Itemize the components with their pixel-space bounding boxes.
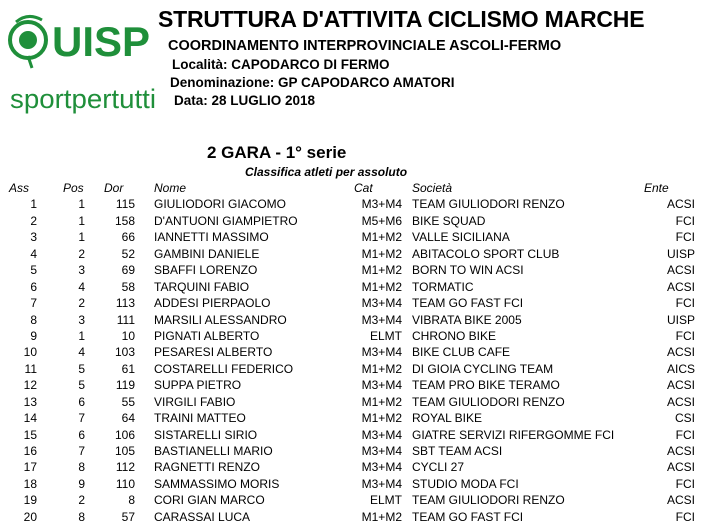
cell-nome: PIGNATI ALBERTO [154,328,260,343]
cell-pos: 3 [78,263,85,278]
cell-cat: M1+M2 [361,246,402,261]
cell-cat: M3+M4 [361,476,402,491]
table-row [0,328,723,344]
cell-ass: 17 [23,460,37,475]
cell-pos: 1 [78,230,85,245]
logo-tagline: sportpertutti [10,84,156,114]
table-row [0,295,723,311]
cell-pos: 2 [78,296,85,311]
cell-ass: 11 [24,361,37,376]
race-subtitle: Classifica atleti per assoluto [245,165,408,179]
cell-societa: STUDIO MODA FCI [412,476,519,491]
meta-denominazione: Denominazione: GP CAPODARCO AMATORI [170,75,455,90]
cell-cat: M1+M2 [361,263,402,278]
cell-pos: 7 [78,444,85,458]
cell-pos: 1 [78,197,85,212]
cell-societa: TEAM GO FAST FCI [412,296,524,311]
cell-ass: 15 [23,427,37,442]
cell-dor: 57 [121,509,135,524]
logo-word: UISP [52,18,151,65]
table-row [0,312,723,328]
table-row [0,279,723,295]
cell-dor: 105 [114,444,135,458]
cell-nome: VIRGILI FABIO [154,394,236,409]
cell-nome: COSTARELLI FEDERICO [154,361,294,376]
cell-societa: SBT TEAM ACSI [412,444,503,458]
cell-pos: 5 [78,361,85,376]
table-header-row [0,180,723,196]
cell-cat: M3+M4 [361,312,402,327]
cell-ass: 4 [30,246,37,261]
cell-ente: ACSI [666,263,695,278]
uisp-logo [8,8,158,114]
cyclist-icon [8,8,158,114]
cell-dor: 52 [121,246,135,261]
table-row [0,361,723,377]
cell-societa: TEAM GIULIODORI RENZO [412,197,565,212]
cell-cat: ELMT [369,328,402,343]
cell-pos: 4 [78,279,85,294]
cell-societa: BIKE CLUB CAFE [412,345,511,360]
cell-pos: 2 [78,493,85,508]
table-row [0,262,723,278]
cell-nome: CARASSAI LUCA [154,509,251,524]
cell-dor: 158 [114,213,135,228]
org-title: STRUTTURA D'ATTIVITA CICLISMO MARCHE [158,6,645,32]
cell-pos: 6 [78,394,85,409]
cell-dor: 55 [121,394,135,409]
cell-ass: 6 [30,279,37,294]
cell-ass: 18 [23,476,37,491]
cell-cat: M3+M4 [361,378,402,393]
cell-dor: 64 [121,411,135,426]
cell-nome: RAGNETTI RENZO [154,460,261,475]
cell-pos: 6 [78,427,85,442]
cell-societa: TEAM GIULIODORI RENZO [412,493,565,508]
cell-nome: GAMBINI DANIELE [154,246,260,261]
cell-dor: 112 [115,460,135,475]
table-row [0,229,723,245]
col-header-societa: Società [412,181,453,195]
cell-dor: 69 [121,263,135,278]
cell-ass: 3 [30,230,37,245]
cell-cat: M3+M4 [361,444,402,458]
cell-nome: ADDESI PIERPAOLO [154,296,271,311]
results-table [0,180,723,525]
cell-dor: 113 [115,296,135,311]
cell-ente: ACSI [666,460,695,475]
cell-nome: TRAINI MATTEO [154,411,246,426]
cell-nome: BASTIANELLI MARIO [154,444,273,458]
col-header-nome: Nome [154,181,187,195]
cell-nome: GIULIODORI GIACOMO [154,197,287,212]
cell-ente: ACSI [666,345,695,360]
cell-dor: 61 [121,361,135,376]
cell-ass: 20 [23,509,37,524]
cell-ass: 9 [30,328,37,343]
cell-cat: M3+M4 [361,460,402,475]
cell-ente: FCI [675,427,695,442]
cell-nome: SUPPA PIETRO [154,378,242,393]
table-row [0,196,723,212]
cell-societa: DI GIOIA CYCLING TEAM [412,361,554,376]
cell-cat: M3+M4 [361,345,402,360]
cell-ente: ACSI [666,378,695,393]
cell-dor: 106 [114,427,135,442]
cell-societa: GIATRE SERVIZI RIFERGOMME FCI [412,427,615,442]
cell-ass: 14 [23,411,37,426]
cell-ass: 10 [23,345,37,360]
cell-ente: CSI [674,411,695,426]
org-subtitle: COORDINAMENTO INTERPROVINCIALE ASCOLI-FERMO [168,38,562,54]
table-row [0,492,723,508]
cell-ente: FCI [675,476,695,491]
cell-pos: 8 [78,460,85,475]
cell-ass: 7 [30,296,37,311]
cell-ente: UISP [666,312,695,327]
cell-ass: 8 [30,312,37,327]
meta-localita: Località: CAPODARCO DI FERMO [172,57,390,72]
cell-pos: 1 [78,328,85,343]
col-header-pos: Pos [63,181,84,195]
cell-ente: ACSI [666,444,695,458]
cell-nome: SAMMASSIMO MORIS [154,476,280,491]
table-row [0,443,723,459]
cell-nome: SBAFFI LORENZO [154,263,258,278]
cell-cat: M1+M2 [361,279,402,294]
cell-dor: 10 [121,328,135,343]
cell-dor: 58 [121,279,135,294]
cell-ass: 19 [23,493,37,508]
cell-societa: VIBRATA BIKE 2005 [412,312,522,327]
cell-ass: 13 [23,394,37,409]
race-title: 2 GARA - 1° serie [207,143,347,162]
cell-ente: ACSI [666,279,695,294]
cell-pos: 8 [78,509,85,524]
cell-ente: FCI [675,328,695,343]
cell-ente: ACSI [666,394,695,409]
cell-societa: CYCLI 27 [412,460,465,475]
col-header-cat: Cat [354,181,373,195]
cell-societa: ROYAL BIKE [412,411,483,426]
cell-cat: M1+M2 [361,394,402,409]
cell-cat: M5+M6 [361,213,402,228]
cell-cat: M3+M4 [361,427,402,442]
cell-ass: 12 [23,378,37,393]
cell-dor: 119 [115,378,135,393]
cell-nome: MARSILI ALESSANDRO [154,312,287,327]
cell-cat: M3+M4 [361,296,402,311]
cell-ente: FCI [675,509,695,524]
cell-ass: 16 [23,444,37,458]
cell-dor: 111 [116,312,135,327]
cell-ente: UISP [666,246,695,261]
cell-nome: SISTARELLI SIRIO [154,427,258,442]
table-row [0,476,723,492]
cell-cat: M1+M2 [361,361,402,376]
cell-pos: 3 [78,312,85,327]
cell-societa: BIKE SQUAD [412,213,486,228]
col-header-ente: Ente [644,181,669,195]
cell-dor: 8 [128,493,135,508]
cell-ass: 5 [30,263,37,278]
cell-dor: 115 [115,197,135,212]
cell-nome: D'ANTUONI GIAMPIETRO [154,213,298,228]
cell-ente: ACSI [666,197,695,212]
cell-pos: 4 [78,345,85,360]
cell-nome: IANNETTI MASSIMO [154,230,269,245]
cell-dor: 66 [121,230,135,245]
table-row [0,394,723,410]
table-body [0,196,723,525]
cell-ente: FCI [675,296,695,311]
table-row [0,427,723,443]
cell-dor: 110 [115,476,135,491]
cell-cat: M3+M4 [361,197,402,212]
table-row [0,377,723,393]
meta-date: Data: 28 LUGLIO 2018 [174,93,316,108]
table-row [0,410,723,426]
cell-pos: 2 [78,246,85,261]
cell-nome: PESARESI ALBERTO [154,345,273,360]
cell-ente: ACSI [666,493,695,508]
cell-cat: M1+M2 [361,509,402,524]
cell-cat: ELMT [369,493,402,508]
cell-pos: 9 [78,476,85,491]
table-row [0,213,723,229]
cell-societa: TEAM GO FAST FCI [412,509,524,524]
cell-nome: TARQUINI FABIO [154,279,250,294]
cell-societa: TEAM GIULIODORI RENZO [412,394,565,409]
cell-dor: 103 [114,345,135,360]
col-header-ass: Ass [9,181,30,195]
cell-societa: CHRONO BIKE [412,328,497,343]
cell-nome: CORI GIAN MARCO [154,493,265,508]
cell-ass: 1 [30,197,37,212]
table-row [0,246,723,262]
cell-pos: 5 [78,378,85,393]
cell-cat: M1+M2 [361,230,402,245]
cell-pos: 1 [78,213,85,228]
cell-ente: FCI [675,230,695,245]
cell-societa: ABITACOLO SPORT CLUB [412,246,560,261]
cell-cat: M1+M2 [361,411,402,426]
table-row [0,459,723,475]
table-row [0,344,723,360]
col-header-dor: Dor [104,181,124,195]
cell-ente: FCI [675,213,695,228]
cell-societa: BORN TO WIN ACSI [412,263,524,278]
cell-societa: TEAM PRO BIKE TERAMO [412,378,560,393]
table-row [0,509,723,525]
cell-societa: TORMATIC [412,279,474,294]
cell-ente: AICS [666,361,695,376]
cell-pos: 7 [78,411,85,426]
cell-societa: VALLE SICILIANA [412,230,510,245]
cell-ass: 2 [30,213,37,228]
